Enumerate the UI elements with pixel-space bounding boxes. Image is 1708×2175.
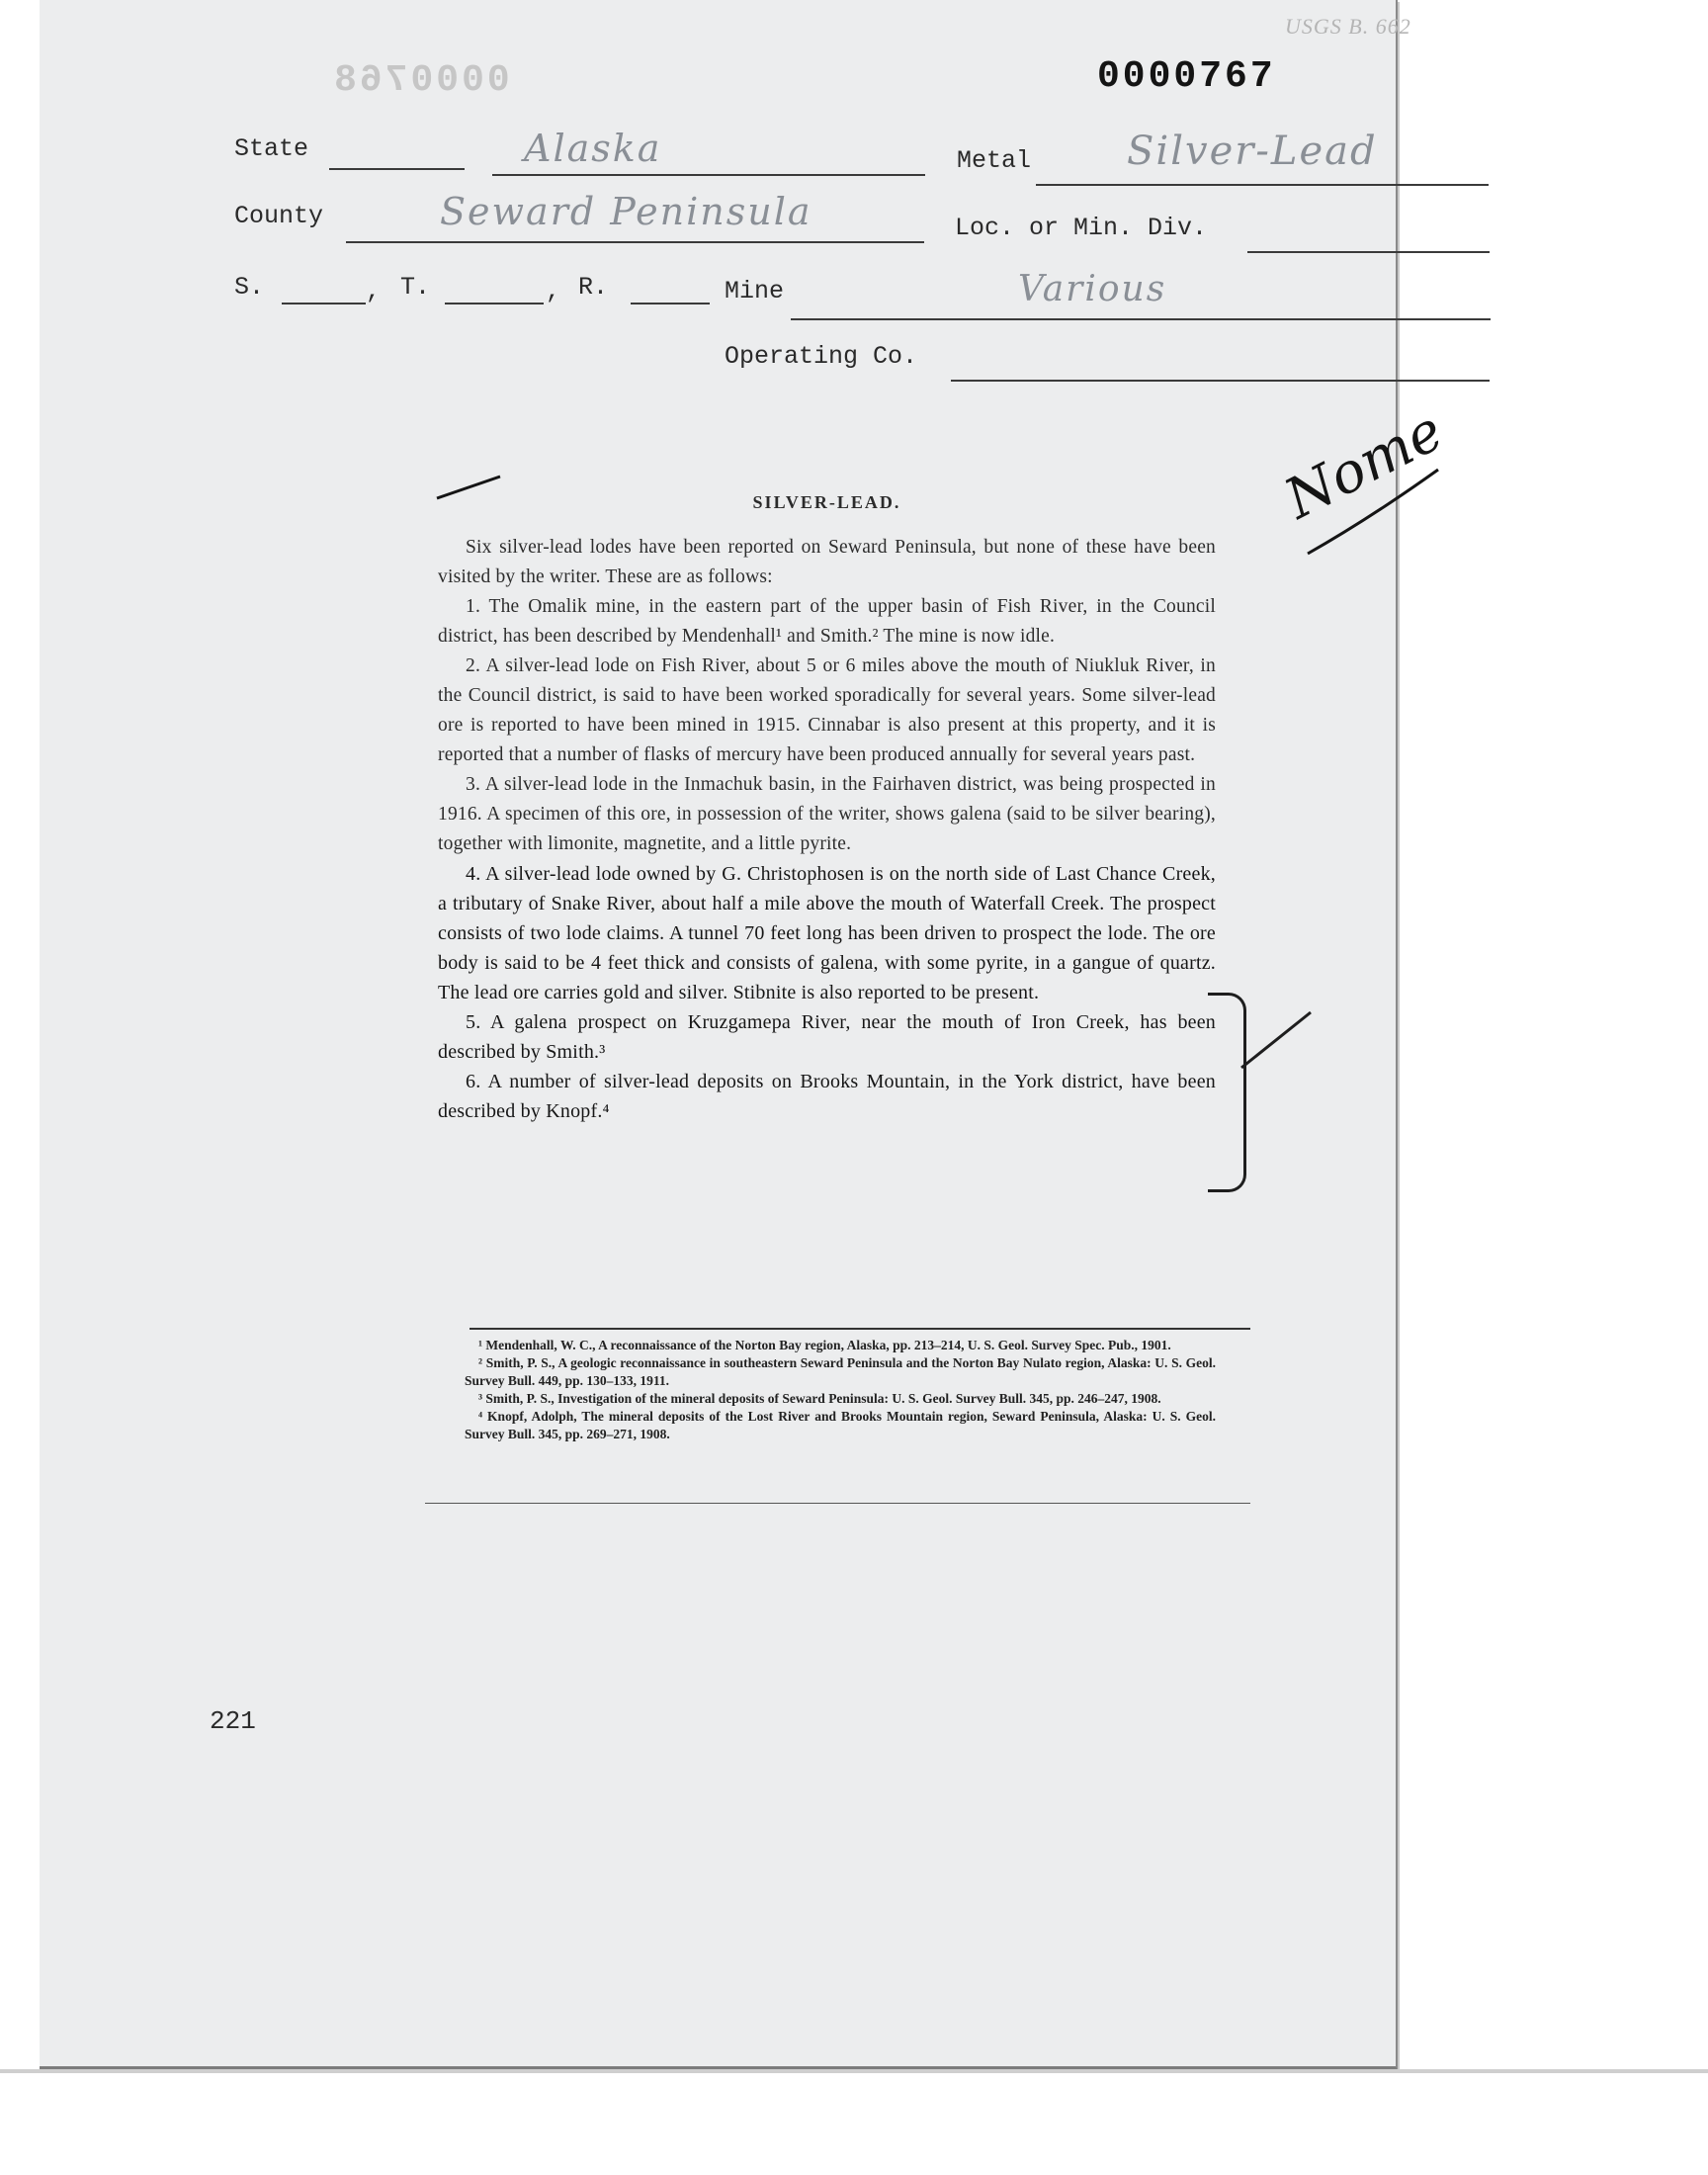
article-paragraph-intro: Six silver-lead lodes have been reported on Seward Peninsula, but none of these have been visited by the writer. These are as follows: <box>438 537 1216 587</box>
annotation-underline-icon <box>1300 460 1448 559</box>
mine-label: Mine <box>725 277 785 305</box>
operating-co-line <box>951 380 1490 382</box>
county-label: County <box>234 202 324 230</box>
section-label: S. <box>234 273 265 302</box>
range-line <box>631 303 710 304</box>
article-paragraph-6: 6. A number of silver-lead deposits on Brooks Mountain, in the York district, have been described by Knopf.⁴ <box>438 1071 1216 1122</box>
section-line <box>282 303 366 304</box>
article-heading: SILVER-LEAD. <box>752 492 901 512</box>
mine-value: Various <box>1018 269 1167 309</box>
metal-value: Silver-Lead <box>1127 129 1378 174</box>
state-value: Alaska <box>524 127 662 170</box>
state-label: State <box>234 134 309 163</box>
state-line <box>492 174 925 176</box>
footnotes <box>465 1337 1216 1443</box>
loc-label: Loc. or Min. Div. <box>955 214 1208 242</box>
check-mark-icon <box>1238 1008 1317 1088</box>
article-paragraph-4: 4. A silver-lead lode owned by G. Christophosen is on the north side of Last Chance Creek, a tributary of Snake River, about half a mile above the mouth of Waterfall Creek. The prospect consists of two lode claims. A tunnel 70 feet long has been driven to prospect the lode. The ore body is said to be 4 feet thick and consists of galena, with some pyrite, in a gangue of quartz. The lead ore carries gold and silver. Stibnite is also reported to be present. <box>438 863 1216 1003</box>
document-number: 0000767 <box>1097 55 1276 98</box>
metal-line <box>1036 184 1489 186</box>
footnote-4: ⁴ Knopf, Adolph, The mineral deposits of the Lost River and Brooks Mountain region, Seward Peninsula, Alaska: U. S. Geol. Survey Bull. 345, pp. 269–271, 1908. <box>465 1409 1216 1441</box>
clipping-bottom-rule <box>425 1503 1250 1504</box>
article-paragraph-2: 2. A silver-lead lode on Fish River, about 5 or 6 miles above the mouth of Niukluk River, in the Council district, is said to have been worked sporadically for several years. Some silver-lead ore is reported to have been mined in 1915. Cinnabar is also present at this property, and it is reported that a number of flasks of mercury have been produced annually for several years past. <box>438 655 1216 765</box>
county-line <box>346 241 924 243</box>
article-body <box>438 492 1216 1126</box>
operating-co-label: Operating Co. <box>725 342 918 371</box>
comma-2: , <box>546 277 561 305</box>
article-paragraph-3: 3. A silver-lead lode in the Inmachuk basin, in the Fairhaven district, was being prospected in 1916. A specimen of this ore, in possession of the writer, shows galena (said to be silver bearing), together with limonite, magnetite, and a little pyrite. <box>438 774 1216 854</box>
loc-line <box>1247 251 1490 253</box>
footnote-3: ³ Smith, P. S., Investigation of the mineral deposits of Seward Peninsula: U. S. Geol. Survey Bull. 345, pp. 246–247, 1908. <box>478 1391 1161 1406</box>
county-value: Seward Peninsula <box>440 190 812 233</box>
footnote-rule <box>470 1328 1250 1330</box>
page-number: 221 <box>210 1706 256 1736</box>
township-line <box>445 303 544 304</box>
mine-line <box>791 318 1491 320</box>
footnote-2: ² Smith, P. S., A geologic reconnaissance in southeastern Seward Peninsula and the Norton Bay Nulato region, Alaska: U. S. Geol. Survey Bull. 449, pp. 130–133, 1911. <box>465 1355 1216 1388</box>
scanner-bottom-edge <box>0 2069 1708 2073</box>
article-paragraph-1: 1. The Omalik mine, in the eastern part of the upper basin of Fish River, in the Council district, has been described by Mendenhall¹ and Smith.² The mine is now idle. <box>438 596 1216 647</box>
comma-1: , <box>366 277 382 305</box>
range-label: R. <box>578 273 609 302</box>
reference-handwritten: USGS B. 662 <box>1285 14 1411 39</box>
township-label: T. <box>400 273 431 302</box>
article-paragraph-5: 5. A galena prospect on Kruzgamepa River, near the mouth of Iron Creek, has been described by Smith.³ <box>438 1011 1216 1063</box>
annotation-nome: Nome <box>1275 398 1454 532</box>
metal-label: Metal <box>957 146 1032 175</box>
state-line-short <box>329 168 465 170</box>
ghost-document-number: 0000768 <box>331 59 510 102</box>
footnote-1: ¹ Mendenhall, W. C., A reconnaissance of the Norton Bay region, Alaska, pp. 213–214, U. S. Geol. Survey Spec. Pub., 1901. <box>478 1338 1171 1352</box>
